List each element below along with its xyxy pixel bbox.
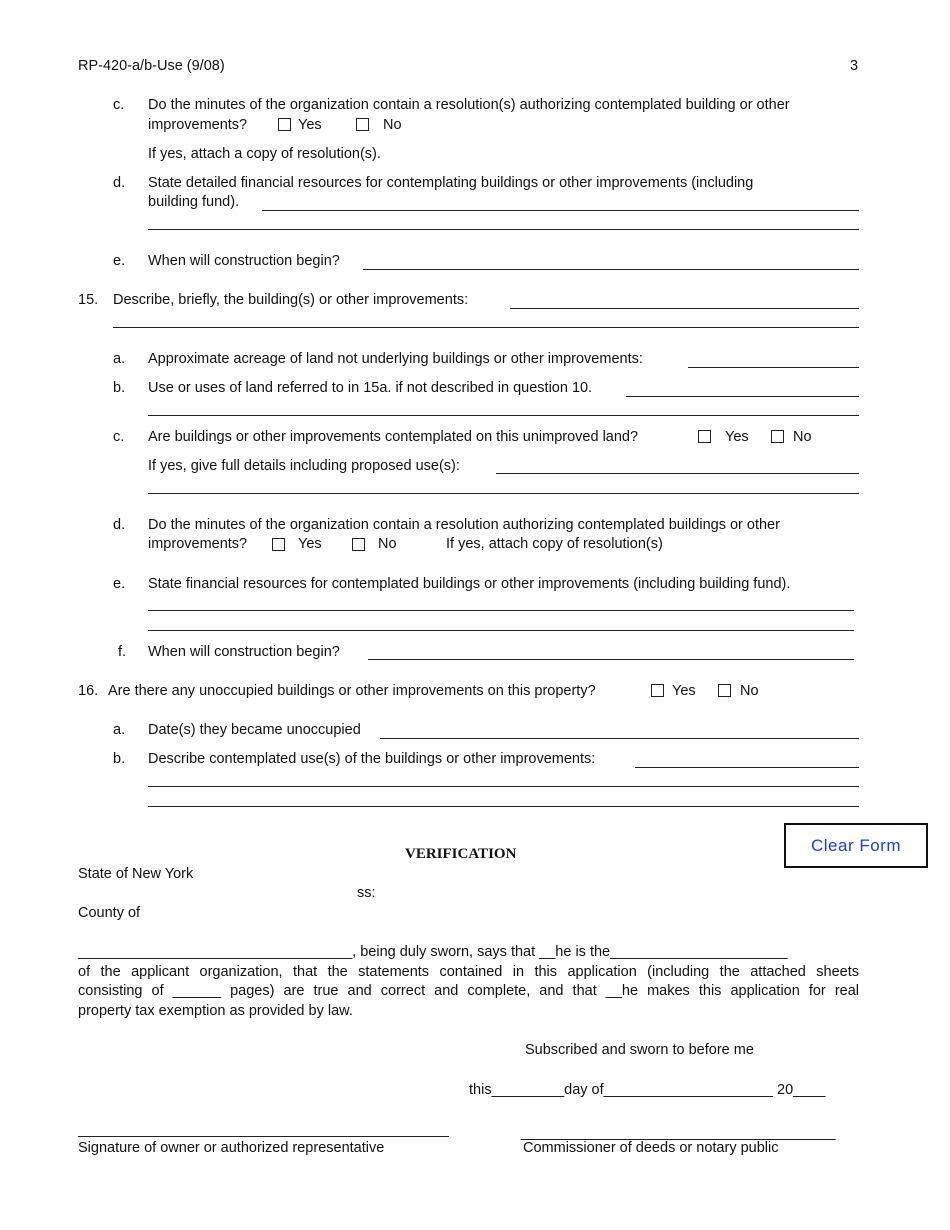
- q16b-text: Describe contemplated use(s) of the buildings or other improvements:: [148, 751, 596, 767]
- q15c-letter: c.: [113, 429, 125, 445]
- q16-yes-label: Yes: [672, 683, 696, 699]
- q15-text: Describe, briefly, the building(s) or other improvements:: [113, 292, 469, 308]
- q14c-text-line1: Do the minutes of the organization contain a resolution(s) authorizing contemplated building or other: [148, 97, 790, 113]
- q15d-text-line1: Do the minutes of the organization contain a resolution authorizing contemplated buildings or other: [148, 517, 780, 533]
- q16-text: Are there any unoccupied buildings or other improvements on this property?: [108, 683, 596, 699]
- q15a-text: Approximate acreage of land not underlying buildings or other improvements:: [148, 351, 643, 367]
- q14c-letter: c.: [113, 97, 125, 113]
- q15d-no-label: No: [378, 536, 397, 552]
- q15d-yes-label: Yes: [298, 536, 322, 552]
- form-id: RP-420-a/b-Use (9/08): [78, 58, 225, 74]
- q14c-yes-label: Yes: [298, 117, 322, 133]
- q15a-letter: a.: [113, 351, 126, 367]
- q16-yes-checkbox[interactable]: [651, 684, 664, 697]
- q15c-detail: If yes, give full details including proposed use(s):: [148, 458, 460, 474]
- q14d-answer-line-2[interactable]: [148, 229, 859, 230]
- q15d-note: If yes, attach copy of resolution(s): [446, 536, 663, 552]
- q15c-answer-line-2[interactable]: [148, 493, 859, 494]
- q16b-answer-line-1[interactable]: [635, 767, 859, 768]
- q15e-answer-line-2[interactable]: [148, 630, 854, 631]
- q16a-answer-line[interactable]: [380, 738, 859, 739]
- date-line: this_________day of_____________________ 20____: [469, 1082, 826, 1098]
- q14c-note: If yes, attach a copy of resolution(s).: [148, 146, 381, 162]
- q15b-letter: b.: [113, 380, 126, 396]
- clear-form-button[interactable]: Clear Form: [784, 823, 928, 868]
- commissioner-label: Commissioner of deeds or notary public: [523, 1140, 779, 1156]
- verification-body-line1: of the applicant organization, that the statements contained in this application (including the attached sheets: [78, 964, 859, 980]
- q15b-answer-line-2[interactable]: [148, 415, 859, 416]
- subscribed-label: Subscribed and sworn to before me: [525, 1042, 754, 1058]
- signature-line[interactable]: [78, 1136, 449, 1137]
- q15-answer-line-1[interactable]: [510, 308, 859, 309]
- state-label: State of New York: [78, 866, 194, 882]
- q15a-answer-line[interactable]: [688, 367, 859, 368]
- q14e-letter: e.: [113, 253, 126, 269]
- q15f-answer-line[interactable]: [368, 659, 854, 660]
- q15c-no-label: No: [793, 429, 812, 445]
- q16b-answer-line-3[interactable]: [148, 806, 859, 807]
- q14c-no-label: No: [383, 117, 402, 133]
- q14d-text-line1: State detailed financial resources for contemplating buildings or other improvements (including: [148, 175, 754, 191]
- q15e-text: State financial resources for contemplated buildings or other improvements (including building fund).: [148, 576, 791, 592]
- signature-label: Signature of owner or authorized representative: [78, 1140, 385, 1156]
- verification-body-line2: consisting of ______ pages) are true and correct and complete, and that __he makes this application for real: [78, 983, 859, 999]
- county-label: County of: [78, 905, 141, 921]
- q14d-letter: d.: [113, 175, 126, 191]
- q16-no-checkbox[interactable]: [718, 684, 731, 697]
- q15e-answer-line-1[interactable]: [148, 610, 854, 611]
- q15c-text: Are buildings or other improvements contemplated on this unimproved land?: [148, 429, 639, 445]
- q14c-text-line2: improvements?: [148, 117, 248, 133]
- q16b-letter: b.: [113, 751, 126, 767]
- q14c-no-checkbox[interactable]: [356, 118, 369, 131]
- q15d-text-line2: improvements?: [148, 536, 248, 552]
- q15c-yes-label: Yes: [725, 429, 749, 445]
- q15f-letter: f.: [118, 644, 127, 660]
- q16-no-label: No: [740, 683, 759, 699]
- q15f-text: When will construction begin?: [148, 644, 340, 660]
- page-number: 3: [850, 58, 859, 74]
- q16b-answer-line-2[interactable]: [148, 786, 859, 787]
- q16-number: 16.: [78, 683, 99, 699]
- q15-answer-line-2[interactable]: [113, 327, 859, 328]
- q14e-text: When will construction begin?: [148, 253, 340, 269]
- q15b-answer-line-1[interactable]: [626, 396, 859, 397]
- q15d-no-checkbox[interactable]: [352, 538, 365, 551]
- ss-label: ss:: [357, 885, 376, 901]
- q15d-letter: d.: [113, 517, 126, 533]
- q14d-text-line2: building fund).: [148, 194, 240, 210]
- q15b-text: Use or uses of land referred to in 15a. if not described in question 10.: [148, 380, 593, 396]
- verification-body-line3: property tax exemption as provided by law.: [78, 1003, 353, 1019]
- commissioner-signature-line: _______________________________________: [521, 1125, 836, 1141]
- q15e-letter: e.: [113, 576, 126, 592]
- q16a-letter: a.: [113, 722, 126, 738]
- q16a-text: Date(s) they became unoccupied: [148, 722, 361, 738]
- q14c-yes-checkbox[interactable]: [278, 118, 291, 131]
- q15d-yes-checkbox[interactable]: [272, 538, 285, 551]
- q14e-answer-line[interactable]: [363, 269, 859, 270]
- sworn-statement-line: __________________________________, being duly sworn, says that __he is the______________________: [78, 944, 788, 960]
- q15c-answer-line-1[interactable]: [496, 473, 859, 474]
- q14d-answer-line-1[interactable]: [262, 210, 859, 211]
- q15c-yes-checkbox[interactable]: [698, 430, 711, 443]
- verification-heading: VERIFICATION: [405, 846, 517, 862]
- q15-number: 15.: [78, 292, 99, 308]
- q15c-no-checkbox[interactable]: [771, 430, 784, 443]
